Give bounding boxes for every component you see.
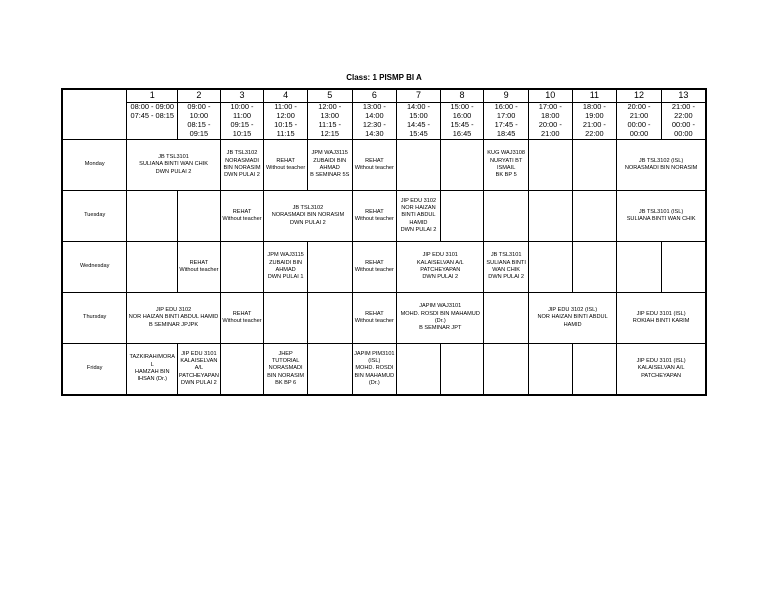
empty-slot — [307, 344, 352, 396]
empty-slot — [572, 242, 617, 293]
class-slot: REHAT Without teacher — [352, 242, 397, 293]
period-time: 12:00 - 13:00 11:15 - 12:15 — [307, 103, 352, 140]
period-number: 8 — [440, 89, 484, 103]
class-slot: REHAT Without teacher — [178, 242, 221, 293]
empty-slot — [484, 344, 529, 396]
period-number: 12 — [617, 89, 662, 103]
day-row-tuesday — [62, 191, 706, 242]
period-number: 7 — [397, 89, 441, 103]
period-time: 13:00 - 14:00 12:30 - 14:30 — [352, 103, 397, 140]
empty-slot — [127, 242, 178, 293]
day-label: Tuesday — [62, 191, 127, 242]
class-slot: JIP EDU 3101 KALAISELVAN A/L PATCHEYAPAN DWN PULAI 2 — [178, 344, 221, 396]
period-time: 08:00 - 09:00 07:45 - 08:15 — [127, 103, 178, 140]
period-time: 09:00 - 10:00 08:15 - 09:15 — [178, 103, 221, 140]
class-slot: REHAT Without teacher — [220, 293, 264, 344]
class-slot: REHAT Without teacher — [352, 191, 397, 242]
period-number: 5 — [307, 89, 352, 103]
empty-slot — [484, 191, 529, 242]
empty-slot — [528, 242, 572, 293]
class-slot: JB TSL3102 NORASMADI BIN NORASIM DWN PULAI 2 — [264, 191, 352, 242]
empty-slot — [528, 344, 572, 396]
timetable-body — [62, 89, 706, 395]
empty-slot — [397, 140, 441, 191]
class-slot: JIP EDU 3102 NOR HAIZAN BINTI ABDUL HAMID DWN PULAI 2 — [397, 191, 441, 242]
empty-slot — [440, 140, 484, 191]
period-number: 6 — [352, 89, 397, 103]
period-number: 1 — [127, 89, 178, 103]
class-slot: JIP EDU 3102 (ISL) NOR HAIZAN BINTI ABDUL HAMID — [528, 293, 616, 344]
day-row-monday — [62, 140, 706, 191]
period-number: 4 — [264, 89, 308, 103]
empty-slot — [307, 242, 352, 293]
class-slot: JB TSL3102 NORASMADI BIN NORASIM DWN PULAI 2 — [220, 140, 264, 191]
empty-slot — [572, 191, 617, 242]
class-slot: REHAT Without teacher — [352, 293, 397, 344]
period-time-row — [62, 103, 706, 140]
day-label: Friday — [62, 344, 127, 396]
period-number: 3 — [220, 89, 264, 103]
empty-slot — [220, 344, 264, 396]
empty-slot — [127, 191, 178, 242]
day-row-wednesday — [62, 242, 706, 293]
empty-slot — [528, 191, 572, 242]
class-slot: KUG WAJ3108 NURYATI BT ISMAIL BK BP 5 — [484, 140, 529, 191]
empty-slot — [661, 242, 706, 293]
period-time: 16:00 - 17:00 17:45 - 18:45 — [484, 103, 529, 140]
period-time: 18:00 - 19:00 21:00 - 22:00 — [572, 103, 617, 140]
empty-slot — [572, 344, 617, 396]
class-slot: JPM WAJ3115 ZUBAIDI BIN AHMAD DWN PULAI 1 — [264, 242, 308, 293]
period-number: 11 — [572, 89, 617, 103]
page-title: Class: 1 PISMP BI A — [346, 73, 422, 82]
empty-slot — [440, 344, 484, 396]
period-number: 2 — [178, 89, 221, 103]
empty-slot — [528, 140, 572, 191]
timetable — [61, 88, 707, 396]
period-time: 14:00 - 15:00 14:45 - 15:45 — [397, 103, 441, 140]
period-time: 15:00 - 16:00 15:45 - 16:45 — [440, 103, 484, 140]
day-label: Wednesday — [62, 242, 127, 293]
period-time: 20:00 - 21:00 00:00 - 00:00 — [617, 103, 662, 140]
day-label: Monday — [62, 140, 127, 191]
day-row-thursday — [62, 293, 706, 344]
period-time: 10:00 - 11:00 09:15 - 10:15 — [220, 103, 264, 140]
class-slot: REHAT Without teacher — [220, 191, 264, 242]
class-slot: JPM WAJ3115 ZUBAIDI BIN AHMAD B SEMINAR 5S — [307, 140, 352, 191]
empty-slot — [264, 293, 308, 344]
class-slot: JHEP TUTORIAL NORASMADI BIN NORASIM BK BP 6 — [264, 344, 308, 396]
period-number: 10 — [528, 89, 572, 103]
class-slot: REHAT Without teacher — [264, 140, 308, 191]
empty-slot — [440, 191, 484, 242]
empty-slot — [307, 293, 352, 344]
class-slot: JB TSL3102 (ISL) NORASMADI BIN NORASIM — [617, 140, 706, 191]
empty-slot — [617, 242, 662, 293]
class-slot: JIP EDU 3101 (ISL) ROKIAH BINTI KARIM — [617, 293, 706, 344]
period-number: 13 — [661, 89, 706, 103]
day-row-friday — [62, 344, 706, 396]
class-slot: JB TSL3101 (ISL) SULIANA BINTI WAN CHIK — [617, 191, 706, 242]
period-time: 17:00 - 18:00 20:00 - 21:00 — [528, 103, 572, 140]
class-slot: JIP EDU 3102 NOR HAIZAN BINTI ABDUL HAMID B SEMINAR JPJPK — [127, 293, 220, 344]
class-slot: JB TSL3101 SULIANA BINTI WAN CHIK DWN PULAI 2 — [127, 140, 220, 191]
period-number-row — [62, 89, 706, 103]
class-slot: JAPIM PIM3101 (ISL) MOHD. ROSDI BIN MAHAMUD (Dr.) — [352, 344, 397, 396]
class-slot: REHAT Without teacher — [352, 140, 397, 191]
class-slot: JB TSL3101 SULIANA BINTI WAN CHIK DWN PULAI 2 — [484, 242, 529, 293]
empty-slot — [220, 242, 264, 293]
class-slot: TAZKIRAH/MORA L HAMZAH BIN IHSAN (Dr.) — [127, 344, 178, 396]
class-slot: JAPIM WAJ3101 MOHD. ROSDI BIN MAHAMUD (Dr.) B SEMINAR JPT — [397, 293, 484, 344]
class-slot: JIP EDU 3101 (ISL) KALAISELVAN A/L PATCHEYAPAN — [617, 344, 706, 396]
period-time: 11:00 - 12:00 10:15 - 11:15 — [264, 103, 308, 140]
day-label: Thursday — [62, 293, 127, 344]
period-time: 21:00 - 22:00 00:00 - 00:00 — [661, 103, 706, 140]
class-slot: JIP EDU 3101 KALAISELVAN A/L PATCHEYAPAN DWN PULAI 2 — [397, 242, 484, 293]
empty-slot — [178, 191, 221, 242]
corner-cell — [62, 89, 127, 140]
period-number: 9 — [484, 89, 529, 103]
empty-slot — [572, 140, 617, 191]
empty-slot — [484, 293, 529, 344]
empty-slot — [397, 344, 441, 396]
